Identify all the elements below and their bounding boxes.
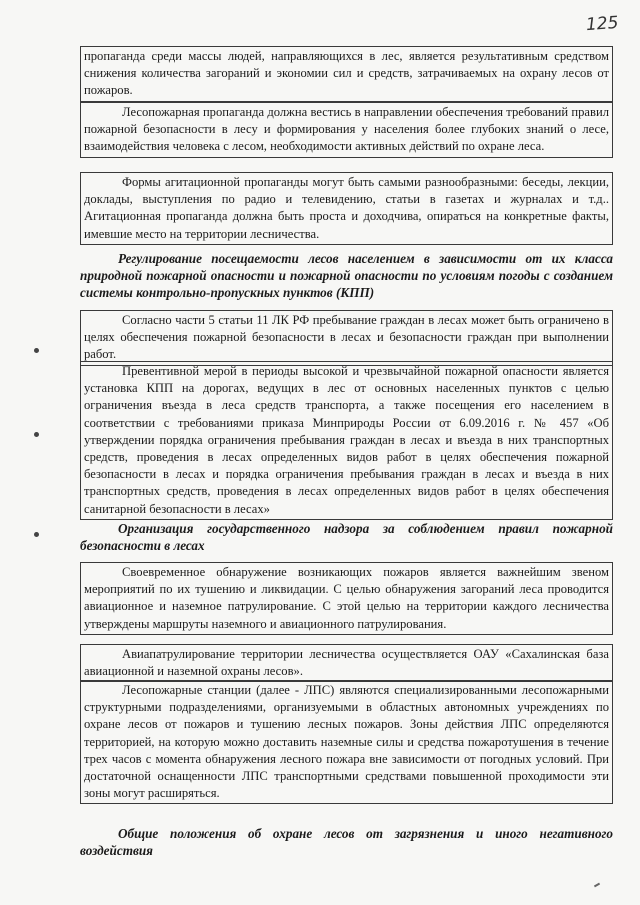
heading-text: Организация государственного надзора за соблюдением правил пожарной безопасности в лесах [80, 521, 613, 553]
section-heading-pollution [80, 825, 613, 859]
paragraph-text: Превентивной мерой в периоды высокой и чрезвычайной пожарной опасности является установка КПП на дорогах, ведущих в лес от основных населенных пунктов с целью ограничения въезда в леса средств транспорта, а также посещения его населением в соответствии с требованиями приказа Минприроды России от 6.09.2016 г. № 457 «Об утверждении порядка ограничения пребывания граждан в лесах и въезда в них транспортных средств, проведения в лесах определенных видов работ в целях обеспечения пожарной безопасности в лесах и порядка ограничения пребывания граждан в лесах и въезда в них транспортных средств, проведения в лесах определенных видов работ в целях обеспечения санитарной безопасности в лесах» [84, 364, 609, 516]
paragraph-text: пропаганда среди массы людей, направляющихся в лес, является результативным средством снижения количества загораний и экономии сил и средств, затрачиваемых на охрану лесов от пожаров. [84, 49, 609, 98]
hole-punch-mark [34, 432, 39, 437]
hole-punch-mark [34, 348, 39, 353]
page-number: 125 [584, 12, 619, 36]
paragraph-text: Формы агитационной пропаганды могут быть самыми разнообразными: беседы, лекции, доклады, выступления по радио и телевидению, статьи в газетах и журналах и т.д.. Агитационная пропаганда должна быть проста и доходчива, опираться на конкретные факты, имевшие место на территории лесничества. [84, 175, 609, 241]
scan-mark [594, 883, 600, 888]
paragraph-propaganda-direction [80, 102, 613, 158]
paragraph-text: Лесопожарная пропаганда должна вестись в направлении обеспечения требований правил пожарной безопасности в лесу и формирования у населения более глубоких знаний о лесе, взаимодействия человека с лесом, необходимости активных действий по охране леса. [84, 105, 609, 154]
paragraph-aerial-patrol [80, 644, 613, 682]
paragraph-text: Авиапатрулирование территории лесничества осуществляется ОАУ «Сахалинская база авиационной и наземной охраны лесов». [84, 647, 609, 679]
paragraph-lps-stations [80, 680, 613, 804]
paragraph-agitation-forms [80, 172, 613, 245]
paragraph-text: Согласно части 5 статьи 11 ЛК РФ пребывание граждан в лесах может быть ограничено в целях обеспечения пожарной безопасности в лесах и безопасности граждан при выполнении работ. [84, 313, 609, 362]
paragraph-text: Лесопожарные станции (далее - ЛПС) являются специализированными лесопожарными структурными подразделениями, организуемыми в областных автономных учреждениях по охране лесов от пожаров и тушению лесных пожаров. Зоны действия ЛПС определяются территорией, на которую можно доставить наземные силы и средства пожаротушения в течение трех часов с момента обнаружения лесного пожара вне зависимости от погодных условий. При достаточной оснащенности ЛПС транспортными средствами повышенной проходимости эти зоны могут расширяться. [84, 683, 609, 801]
paragraph-text: Своевременное обнаружение возникающих пожаров является важнейшим звеном мероприятий по их тушению и ликвидации. С целью обнаружения загораний леса проводится авиационное и наземное патрулирование. С этой целью на территории каждого лесничества утверждены маршруты наземного и авиационного патрулирования. [84, 565, 609, 631]
paragraph-fire-detection [80, 562, 613, 635]
section-heading-kpp [80, 250, 613, 301]
paragraph-preventive-kpp [80, 361, 613, 520]
section-heading-state-supervision [80, 520, 613, 554]
heading-text: Общие положения об охране лесов от загрязнения и иного негативного воздействия [80, 826, 613, 858]
paragraph-lk-article-11 [80, 310, 613, 366]
heading-text: Регулирование посещаемости лесов населением в зависимости от их класса природной пожарной опасности и пожарной опасности по условиям погоды с созданием системы контрольно-пропускных пунктов (КПП) [80, 251, 613, 300]
paragraph-propaganda-results [80, 46, 613, 102]
hole-punch-mark [34, 532, 39, 537]
